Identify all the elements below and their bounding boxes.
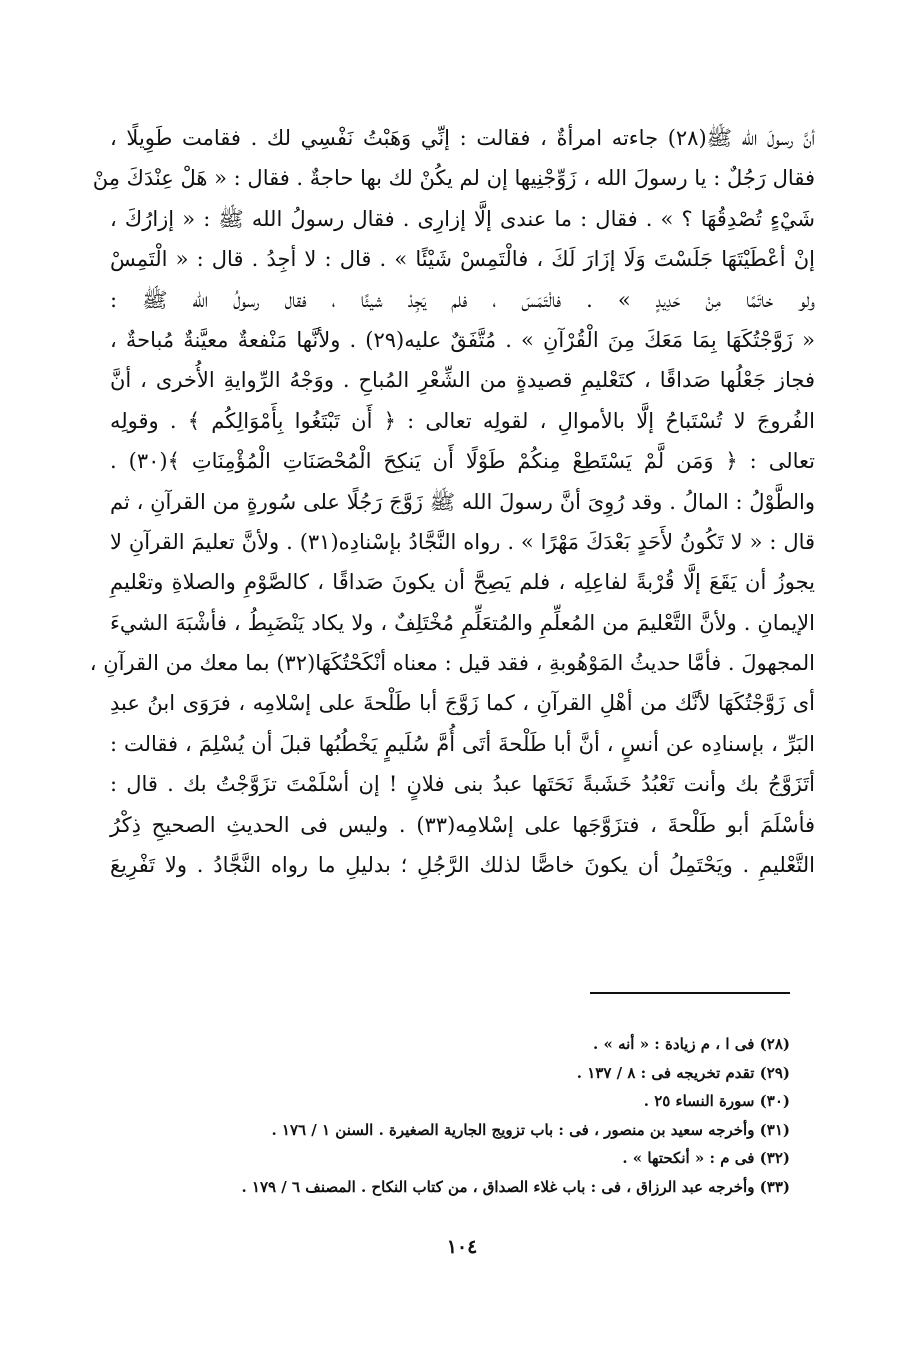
text-line: أى زَوَّجْتُكَهَا لأنَّك من أهْلِ القرآنِ ، كما زَوَّجَ أبا طَلْحةَ على إسْلامِه ، فرَوَى ابنُ عبدِ <box>110 691 815 716</box>
text-line: فقال رَجُلٌ : يا رسولَ الله ، زَوِّجْنِيها إن لم يكُنْ لك بها حاجةٌ . فقال : « هَلْ عِنْدَكَ مِنْ <box>92 166 815 191</box>
text-line: الفُروجَ لا تُسْتَباحُ إلَّا بالأموالِ ، لقولِه تعالى : ﴿ أَن تَبْتَغُوا بِأَمْوَالِكُم ﴾ . وقولِه <box>110 408 815 433</box>
page-number: ١٠٤ <box>446 1236 478 1258</box>
text-line: إنْ أعْطَيْتَهَا جَلَسْتَ وَلَا إزَارَ لَكَ ، فالْتَمِسْ شَيْئًا » . قال : لا أجِدُ . قال : « الْتَمِسْ <box>110 247 815 272</box>
main-text <box>89 118 816 885</box>
text-line: شَيْءٍ تُصْدِقُهَا ؟ » . فقال : ما عندى إلَّا إزارِى . فقال رسولُ الله ﷺ : « إزارُكَ ، <box>110 206 815 231</box>
footnote: (٣٠) سورة النساء ٢٥ . <box>643 1092 790 1111</box>
text-line: يجوزُ أن يَقَعَ إلَّا قُرْبةً لفاعِلِه ، فلم يَصِحَّ أن يكونَ صَداقًا ، كالصَّوْمِ والصلاةِ وتعْليمِ <box>110 570 815 595</box>
footnote: (٣٢) فى م : « أنكحتها » . <box>622 1149 790 1168</box>
footnote: (٣٣) وأخرجه عبد الرزاق ، فى : باب غلاء الصداق ، من كتاب النكاح . المصنف ٦ / ١٧٩ . <box>241 1177 790 1196</box>
text-line: فأسْلَمَ أبو طَلْحةَ ، فتزَوَّجَها على إسْلامِه(٣٣) . وليس فى الحديثِ الصحيحِ ذِكْرُ <box>110 812 816 837</box>
footnote: (٢٨) فى ا ، م زيادة : « أنه » . <box>593 1035 790 1053</box>
text-line: قال : « لا تَكُونُ لأَحَدٍ بَعْدَكَ مَهْرًا » . رواه النَّجَّادُ بإسْنادِه(٣١) . ولأنَّ تعليمَ القرآنِ لا <box>110 529 816 554</box>
text-line: التَّعْليمِ . ويَحْتَمِلُ أن يكونَ خاصًّا لذلك الرَّجُلِ ؛ بدليلِ ما رواه النَّجَّادُ . ولا تَفْرِيعَ <box>110 853 815 878</box>
text-line: والطَّوْلُ : المالُ . وقد رُوِىَ أنَّ رسولَ الله ﷺ زَوَّجَ رَجُلًا على سُورةٍ من القرآنِ ، ثم <box>110 489 815 514</box>
text-line: أتَزَوَّجُ بك وأنت تَعْبُدُ خَشَبةً نَحَتَها عبدُ بنى فلانٍ ! إن أسْلَمْتَ تزَوَّجْتُ بك . قال : <box>110 772 815 797</box>
footnotes <box>200 1030 790 1202</box>
text-line: الإيمانِ . ولأنَّ التَّعْليمَ من المُعلِّمِ والمُتعَلِّمِ مُخْتَلِفٌ ، ولا يكاد يَنْضَبِطُ ، فأشْبَهَ الشيءَ <box>110 610 815 635</box>
footnote-divider <box>590 992 790 994</box>
text-line: « زَوَّجْتُكَهَا بِمَا مَعَكَ مِنَ الْقُرْآنِ » . مُتَّفَقٌ عليه(٢٩) . ولأنَّها مَنْفعةٌ معيَّنةٌ مُباحةٌ ، <box>110 327 815 352</box>
text-line: أنَّ رسولَ الله ﷺ(٢٨) جاءته امرأةٌ ، فقالت : إنِّي وَهَبْتُ نَفْسِي لك . فقامت طَوِيلًا ، <box>110 126 815 150</box>
footnote: (٣١) وأخرجه سعيد بن منصور ، فى : باب تزويج الجارية الصغيرة . السنن ١ / ١٧٦ . <box>271 1120 790 1139</box>
text-line: ولو خاتَمًا مِنْ حَدِيدٍ » . فالْتَمَسَ ، فلم يَجِدْ شيئًا ، فقال رسولُ الله ﷺ : <box>110 287 815 312</box>
footnote: (٢٩) تقدم تخريجه فى : ٨ / ١٣٧ . <box>576 1063 790 1082</box>
text-line: تعالى : ﴿ وَمَن لَّمْ يَسْتَطِعْ مِنكُمْ طَوْلًا أَن يَنكِحَ الْمُحْصَنَاتِ الْمُؤْمِنَاتِ ﴾(٣٠) . <box>110 449 815 474</box>
text-line: المجهولَ . فأمَّا حديثُ المَوْهُوبةِ ، فقد قيل : معناه أنْكَحْتُكَهَا(٣٢) بما معك من القرآنِ ، <box>89 651 815 676</box>
text-line: البَرِّ ، بإسنادِه عن أنسٍ ، أنَّ أبا طَلْحةَ أتَى أُمَّ سُلَيمٍ يَخْطُبُها قبلَ أن يُسْلِمَ ، فقالت : <box>110 731 815 756</box>
text-line: فجاز جَعْلُها صَداقًا ، كتَعْليمِ قصيدةٍ من الشِّعْرِ المُباحِ . ووَجْهُ الرِّوايةِ الأُخرى ، أنَّ <box>110 368 815 393</box>
